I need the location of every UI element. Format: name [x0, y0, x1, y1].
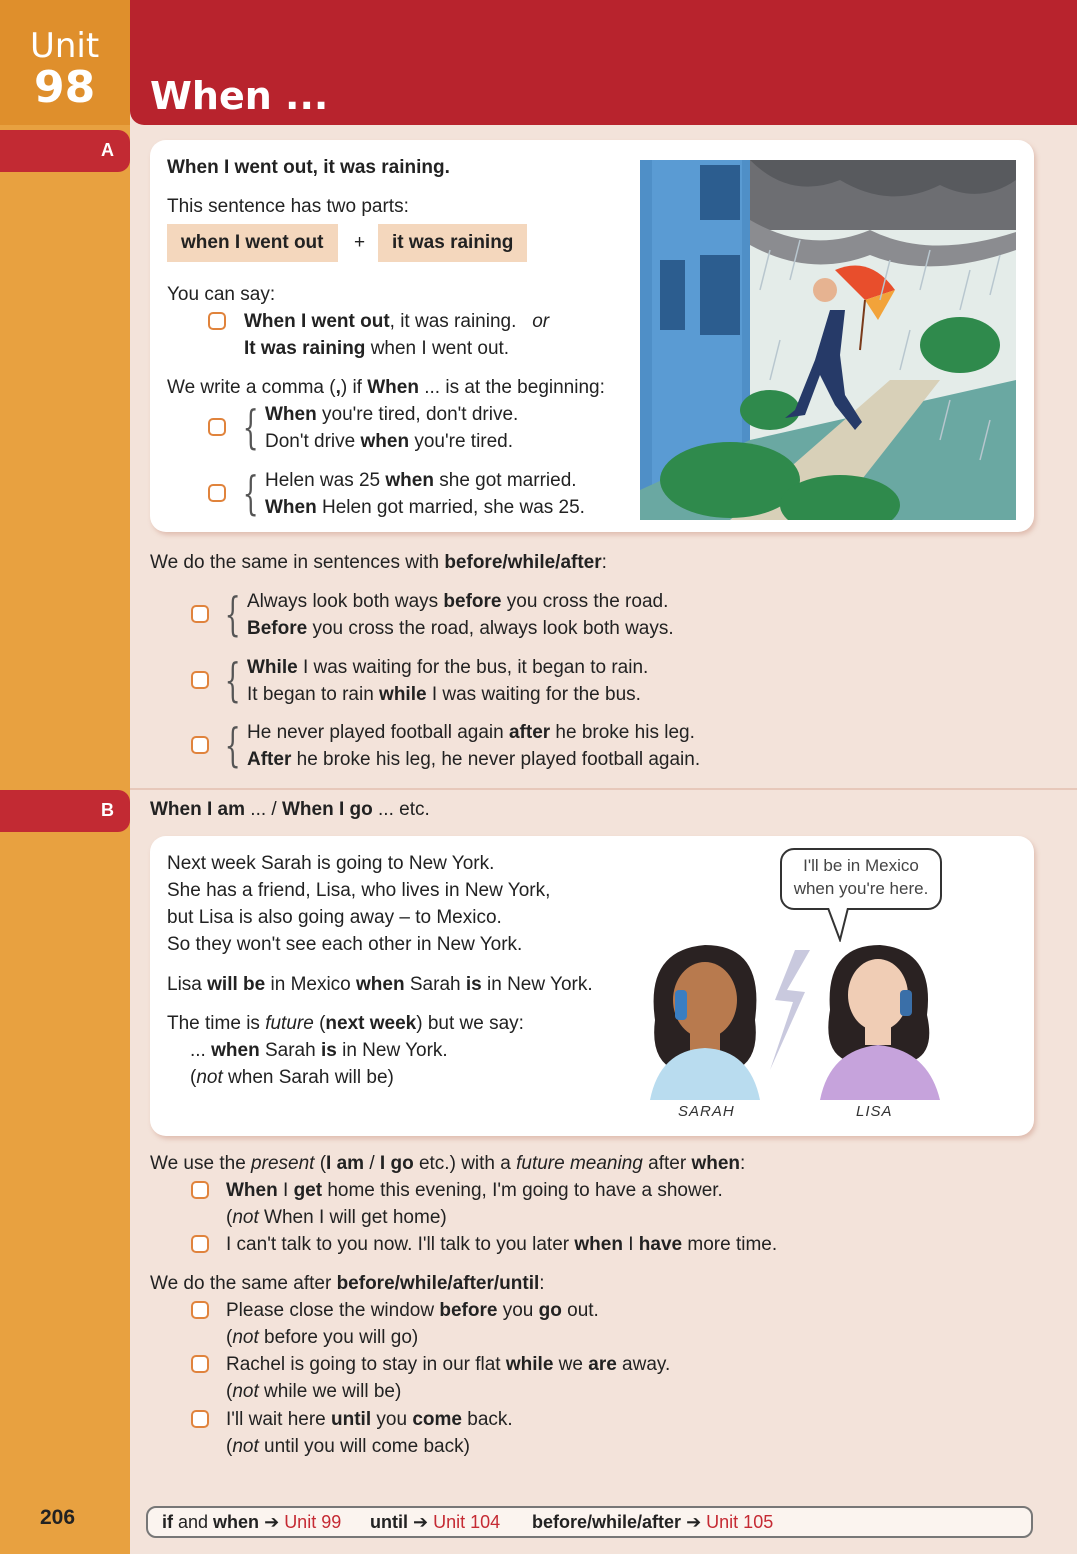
- lisa-sentence: Lisa will be in Mexico when Sarah is in New York.: [167, 974, 593, 995]
- tab-b-label: B: [101, 800, 114, 820]
- story-line3: but Lisa is also going away – to Mexico.: [167, 907, 502, 928]
- page-title: When ...: [150, 74, 329, 118]
- example-2: It was raining when I went out.: [244, 338, 510, 359]
- side-bar: [0, 0, 130, 1554]
- while-are-not: (not while we will be): [226, 1381, 402, 1402]
- section-divider: [130, 788, 1077, 790]
- story-line2: She has a friend, Lisa, who lives in New York,: [167, 880, 551, 901]
- tab-a-label: A: [101, 140, 114, 160]
- until-come-example: I'll wait here until you come back.: [226, 1409, 513, 1430]
- unit-word: Unit: [30, 26, 100, 66]
- before-line2: Before you cross the road, always look both ways.: [247, 618, 674, 639]
- caption-lisa: LISA: [856, 1103, 893, 1120]
- comma-rule: We write a comma (,) if When ... is at the beginning:: [167, 377, 605, 398]
- brace: {: [224, 653, 241, 707]
- unit-header: [130, 0, 1077, 125]
- example-bullet: [191, 1181, 209, 1199]
- example-1: When I went out, it was raining. or: [244, 311, 550, 332]
- story-line1: Next week Sarah is going to New York.: [167, 853, 495, 874]
- arrow-right-icon: ➔: [413, 1512, 429, 1532]
- brace: {: [224, 718, 241, 772]
- before-go-example: Please close the window before you go out.: [226, 1300, 599, 1321]
- pair1-line1: When you're tired, don't drive.: [265, 404, 519, 425]
- before-go-not: (not before you will go): [226, 1327, 419, 1348]
- same-intro: We do the same in sentences with before/while/after:: [150, 552, 607, 573]
- example-bullet: [191, 1301, 209, 1319]
- page-number: 206: [40, 1506, 76, 1529]
- speech-bubble-tail: [826, 908, 852, 942]
- two-parts-text: This sentence has two parts:: [167, 196, 409, 217]
- section-a-heading: When I went out, it was raining.: [167, 157, 450, 178]
- we-say: ... when Sarah is in New York.: [190, 1040, 448, 1061]
- section-tab-b: [0, 790, 130, 832]
- while-line2: It began to rain while I was waiting for the bus.: [247, 684, 641, 705]
- unit-badge: [0, 0, 130, 125]
- pair2-line2: When Helen got married, she was 25.: [265, 497, 585, 518]
- pair2-line1: Helen was 25 when she got married.: [265, 470, 577, 491]
- pair1-line2: Don't drive when you're tired.: [265, 431, 514, 452]
- xref-if-when[interactable]: if and when ➔ Unit 99: [162, 1512, 342, 1532]
- before-line1: Always look both ways before you cross the road.: [247, 591, 669, 612]
- brace: {: [242, 466, 259, 520]
- example-bullet: [191, 1410, 209, 1428]
- time-future: The time is future (next week) but we say:: [167, 1013, 524, 1034]
- phone-call-illustration: [635, 920, 965, 1100]
- after-line2: After he broke his leg, he never played football again.: [247, 749, 701, 770]
- example-bullet: [191, 605, 209, 623]
- unit-number: 98: [34, 62, 96, 113]
- while-are-example: Rachel is going to stay in our flat while we are away.: [226, 1354, 671, 1375]
- example-bullet: [191, 1235, 209, 1253]
- example-bullet: [208, 312, 226, 330]
- while-line1: While I was waiting for the bus, it began to rain.: [247, 657, 649, 678]
- cross-reference-bar: [146, 1506, 1033, 1538]
- when-get-not: (not When I will get home): [226, 1207, 447, 1228]
- present-rule: We use the present (I am / I go etc.) with a future meaning after when:: [150, 1153, 746, 1174]
- arrow-right-icon: ➔: [686, 1512, 702, 1532]
- you-can-say: You can say:: [167, 284, 276, 305]
- when-get-example: When I get home this evening, I'm going to have a shower.: [226, 1180, 723, 1201]
- xref-before-while-after[interactable]: before/while/after ➔ Unit 105: [532, 1512, 774, 1532]
- after-until-rule: We do the same after before/while/after/until:: [150, 1273, 545, 1294]
- section-tab-a: [0, 130, 130, 172]
- story-line4: So they won't see each other in New York.: [167, 934, 523, 955]
- brace: {: [224, 587, 241, 641]
- example-bullet: [191, 736, 209, 754]
- example-bullet: [208, 418, 226, 436]
- caption-sarah: SARAH: [678, 1103, 735, 1120]
- example-bullet: [208, 484, 226, 502]
- speech-bubble: I'll be in Mexico when you're here.: [780, 848, 942, 910]
- arrow-right-icon: ➔: [264, 1512, 280, 1532]
- brace: {: [242, 400, 259, 454]
- rain-illustration: [640, 160, 1016, 520]
- part-one-box: when I went out: [167, 224, 338, 262]
- when-have-example: I can't talk to you now. I'll talk to you later when I have more time.: [226, 1234, 778, 1255]
- section-b-heading: When I am ... / When I go ... etc.: [150, 799, 430, 820]
- example-bullet: [191, 671, 209, 689]
- plus-sign: +: [354, 232, 366, 253]
- after-line1: He never played football again after he broke his leg.: [247, 722, 695, 743]
- until-come-not: (not until you will come back): [226, 1436, 470, 1457]
- example-bullet: [191, 1355, 209, 1373]
- not-will-be: (not when Sarah will be): [190, 1067, 394, 1088]
- part-two-box: it was raining: [378, 224, 527, 262]
- xref-until[interactable]: until ➔ Unit 104: [370, 1512, 501, 1532]
